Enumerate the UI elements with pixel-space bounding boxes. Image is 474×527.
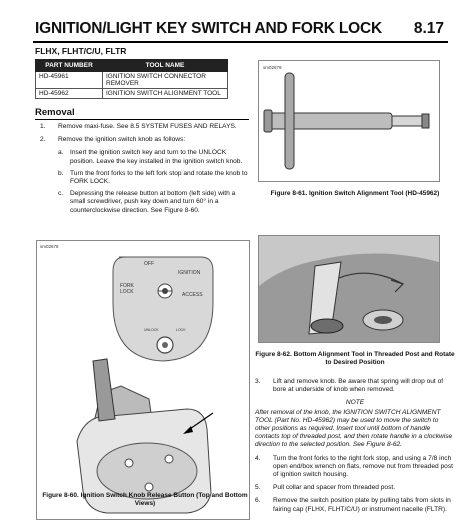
knob-label-lock: LOCK: [176, 328, 186, 332]
step-number: 3.: [255, 378, 261, 385]
figure-code: sm02679: [263, 65, 282, 70]
step-text: Lift and remove knob. Be aware that spring will drop out of bore at underside of knob when removed.: [273, 378, 444, 394]
tool-in-post-illustration: [259, 236, 439, 342]
tool-name-cell: IGNITION SWITCH ALIGNMENT TOOL: [103, 89, 228, 99]
step-item: [40, 136, 252, 144]
step-number: 1.: [40, 123, 46, 130]
page-title: IGNITION/LIGHT KEY SWITCH AND FORK LOCK: [35, 20, 382, 37]
table-header-row: [36, 60, 228, 72]
substep-letter: a.: [58, 149, 64, 157]
tool-name-cell: IGNITION SWITCH CONNECTOR REMOVER: [103, 72, 228, 89]
page-header: [33, 19, 448, 43]
substep-text: Turn the front forks to the left fork stop and rotate the knob to FORK LOCK.: [70, 169, 248, 186]
substep-item: [40, 170, 252, 186]
step-item: [255, 497, 455, 513]
model-subheading: FLHX, FLHT/C/U, FLTR: [35, 46, 127, 56]
substep-text: Insert the ignition switch key and turn to the UNLOCK position. Leave the key installed in the ignition switch knob.: [70, 149, 243, 165]
figure-8-62-caption: Figure 8-62. Bottom Alignment Tool in Threaded Post and Rotate to Desired Position: [255, 351, 455, 366]
knob-label-off: OFF: [144, 261, 154, 267]
column-header: TOOL NAME: [103, 60, 228, 72]
substep-text: Depressing the release button at bottom (left side) with a small screwdriver, push key down and turn 60° in a counterclockwise direction. See Figure 8-60.: [70, 190, 236, 214]
step-text: Remove the switch position plate by pulling tabs from slots in fairing cap (FLHX, FLHT/C/U) or instrument nacelle (FLTR).: [273, 497, 451, 513]
substep-item: [40, 149, 252, 165]
figure-8-62: [258, 235, 440, 343]
figure-code: sm02678: [40, 244, 59, 249]
part-number-cell: HD-45961: [36, 72, 103, 89]
removal-steps: [40, 123, 252, 219]
step-text: Remove maxi-fuse. See 8.5 SYSTEM FUSES AND RELAYS.: [58, 123, 237, 130]
step-number: 4.: [255, 454, 261, 462]
tools-table: [35, 59, 228, 99]
step-item: [255, 378, 455, 394]
step-item: [255, 455, 455, 480]
note-title: NOTE: [345, 399, 365, 407]
step-number: 6.: [255, 497, 261, 505]
step-item: [255, 484, 455, 492]
figure-8-60: [36, 240, 250, 520]
part-number-cell: HD-45962: [36, 89, 103, 99]
knob-label-fork-lock: FORK LOCK: [120, 283, 134, 295]
step-number: 2.: [40, 136, 46, 144]
knob-label-ignition: IGNITION: [178, 270, 201, 276]
section-heading: Removal: [35, 107, 249, 120]
step-text: Remove the ignition switch knob as follows:: [58, 136, 186, 144]
alignment-tool-illustration: [259, 61, 439, 181]
table-row: [36, 72, 228, 89]
note-text: After removal of the knob, the IGNITION SWITCH ALIGNMENT TOOL (Part No. HD-45962) may be used to move the switch to other positions as required. Insert tool until bottom of handle contacts top of threaded post, and then rotate handle in a clockwise direction to the selected position. See Figure 8-62.: [255, 408, 453, 449]
page-number: 8.17: [413, 20, 444, 37]
step-number: 5.: [255, 484, 261, 492]
table-row: [36, 89, 228, 99]
figure-8-61-caption: Figure 8-61. Ignition Switch Alignment Tool (HD-45962): [270, 190, 440, 197]
column-header: PART NUMBER: [36, 60, 103, 72]
step-text: Turn the front forks to the right fork stop, and using a 7/8 inch open end/box wrench on flats, remove nut from threaded post of ignition switch housing.: [273, 454, 453, 479]
substep-letter: b.: [58, 169, 64, 177]
right-column-steps: [255, 378, 455, 519]
ignition-knob-illustration: [37, 241, 249, 519]
figure-8-60-caption: Figure 8-60. Ignition Switch Knob Release Button (Top and Bottom Views): [42, 492, 248, 507]
figure-8-61: [258, 60, 440, 182]
knob-label-access: ACCESS: [182, 292, 203, 298]
knob-label-unlock: UNLOCK: [144, 328, 159, 332]
step-item: [40, 123, 252, 131]
step-text: Pull collar and spacer from threaded post.: [273, 484, 396, 492]
substep-letter: c.: [58, 190, 64, 198]
substep-item: [40, 190, 252, 215]
